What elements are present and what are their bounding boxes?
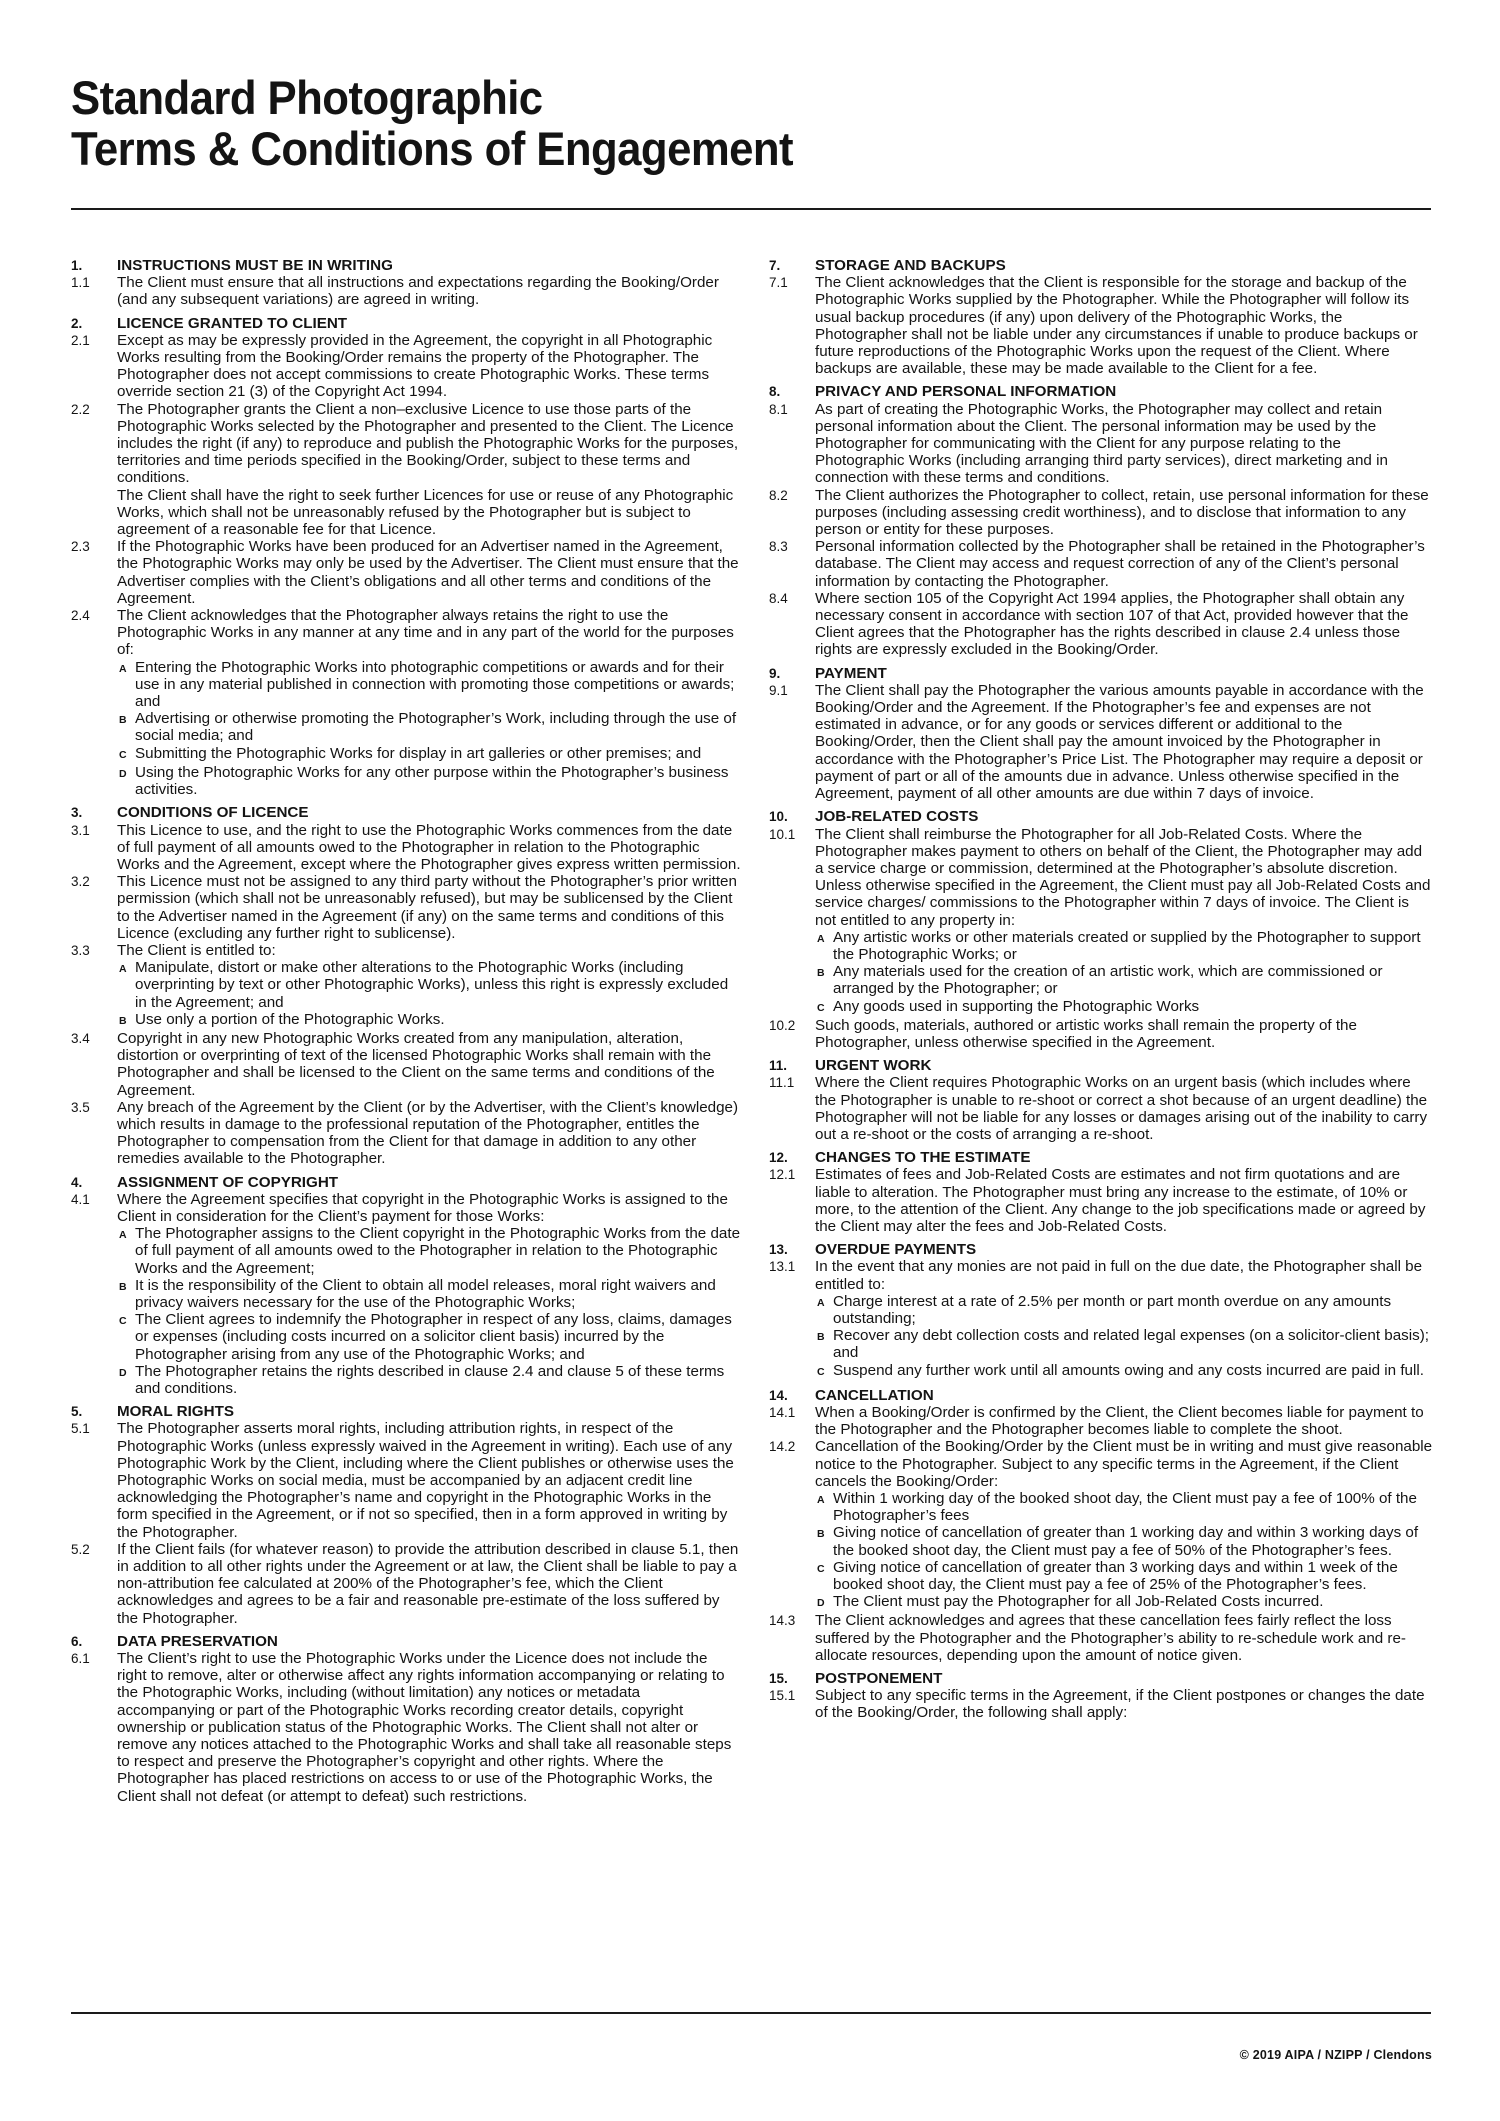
sub-clause	[815, 1293, 1434, 1327]
section-number: 4.	[71, 1174, 83, 1190]
clause-text: The Client acknowledges that the Client is responsible for the storage and backup of the Photographic Works supplied by the Photographer. While the Photographer will follow its usual backup procedures (if any) upon delivery of the Photographic Works, the Photographer shall not be liable under any circumstances if unable to produce backups or future reproductions of the Photographic Works upon the request of the Client. Where backups are available, these may be made available to the Client for a fee.	[815, 274, 1418, 378]
clause-number: 11.1	[769, 1075, 795, 1091]
clause-number: 10.1	[769, 826, 796, 842]
clause-number: 2.1	[71, 332, 90, 348]
sub-clause	[117, 1277, 741, 1311]
clause-number: 3.1	[71, 822, 90, 838]
document-title	[71, 72, 793, 174]
clause-body	[815, 826, 1434, 1017]
clause-paragraph	[71, 1541, 741, 1627]
sub-clause-text: It is the responsibility of the Client to obtain all model releases, moral right waivers and privacy waivers necessary for the use of the Photographic Works;	[135, 1276, 716, 1311]
clause-text: Where the Agreement specifies that copyright in the Photographic Works is assigned to the Client in consideration for the Client’s payment for those Works:	[117, 1190, 728, 1225]
clause-section	[769, 383, 1434, 658]
section-heading	[769, 1387, 1434, 1404]
clause-text: The Photographer grants the Client a non–exclusive Licence to use those parts of the Photographic Works selected by the Photographer and presented to the Client. The Licence includes the right (if any) to reproduce and publish the Photographic Works for the purposes, territories and time periods specified in the Booking/Order, subject to these terms and conditions.	[117, 400, 739, 487]
clause-text: As part of creating the Photographic Works, the Photographer may collect and retain personal information about the Client. The personal information may be used by the Photographer for communicating with the Client for any purpose relating to the Photographic Works (including arranging third party services), direct marketing and in connection with these terms and conditions.	[815, 400, 1388, 487]
clause-number: 9.1	[769, 682, 788, 698]
section-title: PRIVACY AND PERSONAL INFORMATION	[815, 383, 1117, 401]
section-heading	[71, 804, 741, 821]
clause-paragraph	[769, 590, 1434, 659]
clause-paragraph	[71, 607, 741, 798]
clause-paragraph	[71, 1099, 741, 1168]
clause-text: The Client authorizes the Photographer to collect, retain, use personal information for these purposes (including assessing credit worthiness), and to disclose that information to any person or entity for these purposes.	[815, 486, 1429, 539]
sub-clause	[117, 659, 741, 711]
clause-paragraph	[71, 1420, 741, 1540]
section-heading	[769, 1149, 1434, 1166]
clause-body	[117, 822, 741, 874]
clause-number: 14.3	[769, 1613, 796, 1629]
sub-clause-text: Using the Photographic Works for any other purpose within the Photographer’s business activities.	[135, 763, 729, 799]
clause-text: Subject to any specific terms in the Agreement, if the Client postpones or changes the date of the Booking/Order, the following shall apply:	[815, 1687, 1425, 1722]
section-number: 5.	[71, 1404, 83, 1420]
clause-text: The Client acknowledges that the Photographer always retains the right to use the Photographic Works in any manner at any time and in any part of the world for the purposes of:	[117, 607, 734, 659]
clause-number: 6.1	[71, 1651, 90, 1667]
clause-text: When a Booking/Order is confirmed by the Client, the Client becomes liable for payment to the Photographer and the Photographer becomes liable to complete the shoot.	[815, 1404, 1424, 1439]
clause-paragraph	[769, 538, 1434, 590]
clause-section	[71, 1174, 741, 1398]
section-number: 3.	[71, 805, 83, 821]
clause-paragraph	[71, 873, 741, 942]
sub-clause-letter: A	[119, 963, 127, 976]
clause-number: 5.1	[71, 1421, 90, 1437]
clause-text: Estimates of fees and Job-Related Costs are estimates and not firm quotations and are liable to alteration. The Photographer must bring any increase to the estimate, of 10% or more, to the attention of the Client. Any change to the job specifications made or agreed by the Client may alter the fees and Job-Related Costs.	[815, 1166, 1426, 1235]
section-heading	[769, 808, 1434, 825]
clause-body	[117, 873, 741, 942]
sub-clause-letter: A	[119, 662, 127, 675]
clause-paragraph	[71, 332, 741, 401]
sub-clause	[117, 1011, 741, 1030]
clause-paragraph	[769, 487, 1434, 539]
clause-paragraph	[71, 401, 741, 539]
clause-text: Except as may be expressly provided in the Agreement, the copyright in all Photographic Works resulting from the Booking/Order remains the property of the Photographer. The Photographer does not accept commissions to create Photographic Works. These terms override section 21 (3) of the Copyright Act 1994.	[117, 331, 713, 401]
clause-body	[117, 332, 741, 401]
clause-text: This Licence to use, and the right to use the Photographic Works commences from the date of full payment of all amounts owed to the Photographer in relation to the Photographic Works and the Agreement, except where the Photographer gives express written permission.	[117, 821, 741, 873]
section-title: CHANGES TO THE ESTIMATE	[815, 1149, 1031, 1167]
clause-body	[815, 1438, 1434, 1612]
clause-text: Personal information collected by the Photographer shall be retained in the Photographer’s database. The Client may access and request correction of any of the Client’s personal information by contacting the Photographer.	[815, 538, 1425, 590]
document-title-line-2: Terms & Conditions of Engagement	[71, 122, 794, 175]
section-number: 13.	[769, 1242, 788, 1258]
section-title: POSTPONEMENT	[815, 1670, 943, 1688]
section-title: JOB-RELATED COSTS	[815, 808, 979, 826]
sub-clause-text: The Photographer assigns to the Client copyright in the Photographic Works from the date of full payment of all amounts owed to the Photographer in relation to the Photographic Works and the Agreement;	[135, 1225, 741, 1277]
sub-clause	[117, 1363, 741, 1397]
clause-paragraph	[769, 1017, 1434, 1051]
section-heading	[71, 1403, 741, 1420]
clause-number: 2.3	[71, 539, 90, 555]
clause-body	[117, 1650, 741, 1805]
clause-text: If the Client fails (for whatever reason) to provide the attribution described in clause 5.1, then in addition to all other rights under the Agreement or at law, the Client shall be liable to pay a non-attribution fee calculated at 200% of the Photographer’s fee, which the Client acknowledges and agrees to be a fair and reasonable pre-estimate of the loss suffered by the Photographer.	[117, 1540, 739, 1627]
sub-clause-letter: B	[119, 714, 127, 727]
clause-text: Where the Client requires Photographic Works on an urgent basis (which includes where the Photographer is unable to re-shoot or correct a shot because of an urgent deadline) the Photographer will not be liable for any losses or damages arising out of the inability to carry out a re-shoot or the costs of arranging a re-shoot.	[815, 1074, 1428, 1143]
clause-text: The Client must ensure that all instructions and expectations regarding the Booking/Order (and any subsequent variations) are agreed in writing.	[117, 274, 719, 309]
sub-clause-text: Advertising or otherwise promoting the Photographer’s Work, including through the use of social media; and	[135, 710, 737, 745]
sub-clause-text: Suspend any further work until all amounts owing and any costs incurred are paid in full.	[833, 1361, 1424, 1379]
section-title: URGENT WORK	[815, 1057, 932, 1075]
section-title: INSTRUCTIONS MUST BE IN WRITING	[117, 257, 393, 274]
sub-clause-letter: B	[817, 1528, 825, 1541]
sub-clause	[815, 1524, 1434, 1558]
clause-number: 2.2	[71, 401, 90, 417]
section-title: ASSIGNMENT OF COPYRIGHT	[117, 1173, 339, 1191]
sub-clause	[815, 1362, 1434, 1381]
document-title-line-1: Standard Photographic	[71, 71, 543, 124]
sub-clause	[815, 963, 1434, 997]
clause-body	[117, 1030, 741, 1099]
sub-clause	[815, 1559, 1434, 1593]
sub-clause-letter: A	[817, 932, 825, 945]
clause-section	[769, 808, 1434, 1051]
clause-number: 7.1	[769, 275, 788, 291]
clause-body	[815, 538, 1434, 590]
section-number: 1.	[71, 258, 83, 273]
clause-body	[117, 1541, 741, 1627]
sub-clause-text: Submitting the Photographic Works for display in art galleries or other premises; and	[135, 744, 702, 762]
sub-clause	[815, 929, 1434, 963]
clause-text: The Client shall reimburse the Photographer for all Job-Related Costs. Where the Photographer makes payment to others on behalf of the Client, the Photographer may add a service charge or commission, determined at the Photographer’s absolute discretion. Unless otherwise specified in the Agreement, the Client must pay all Job-Related Costs and service charges/ commissions to the Photographer within 7 days of invoice. The Client is not entitled to any property in:	[815, 825, 1431, 929]
clause-paragraph	[769, 1258, 1434, 1380]
sub-clause-letter: B	[817, 967, 825, 980]
clause-body	[815, 401, 1434, 487]
section-title: STORAGE AND BACKUPS	[815, 257, 1006, 274]
clause-number: 15.1	[769, 1688, 796, 1704]
clause-number: 13.1	[769, 1259, 796, 1275]
footer-divider	[71, 2012, 1431, 2014]
clause-section	[71, 1403, 741, 1627]
clause-text: Where section 105 of the Copyright Act 1994 applies, the Photographer shall obtain any necessary consent in accordance with section 107 of that Act, provided however that the Client agrees that the Photographer has the rights described in clause 2.4 unless those rights are expressly excluded in the Booking/Order.	[815, 589, 1409, 659]
clause-paragraph	[769, 1074, 1434, 1143]
sub-clause-letter: D	[119, 1366, 127, 1379]
clause-number: 2.4	[71, 608, 90, 624]
clause-text: The Client shall have the right to seek further Licences for use or reuse of any Photographic Works, which shall not be unreasonably refused by the Photographer but is subject to agreement of a reasonable fee for that Licence.	[117, 486, 734, 539]
section-title: MORAL RIGHTS	[117, 1403, 234, 1421]
clause-text: The Photographer asserts moral rights, including attribution rights, in respect of the Photographic Works (unless expressly waived in the Agreement in writing). Each use of any Photographic Work by the Client, including where the Client publishes or otherwise uses the Photographic Works on social media, must be accompanied by an adjacent credit line acknowledging the Photographer’s name and copyright in the Photographic Works in the form specified in the Agreement, or if not so specified, then in a form approved in writing by the Photographer.	[117, 1420, 734, 1541]
clause-section	[769, 1149, 1434, 1235]
sub-clause-letter: A	[119, 1229, 127, 1242]
clause-paragraph	[769, 1438, 1434, 1612]
clause-number: 8.2	[769, 487, 788, 503]
sub-clause-letter: B	[119, 1280, 127, 1293]
clause-body	[815, 590, 1434, 659]
sub-clause-letter: C	[119, 748, 127, 761]
sub-clause-text: Manipulate, distort or make other alterations to the Photographic Works (including overprinting by text or other Photographic Works), unless this right is expressly excluded in the Agreement; and	[135, 959, 729, 1011]
header-divider	[71, 208, 1431, 210]
section-heading	[769, 257, 1434, 274]
sub-clause-letter: B	[817, 1331, 825, 1344]
sub-clause-text: Any artistic works or other materials created or supplied by the Photographer to support the Photographic Works; or	[833, 928, 1421, 963]
sub-clause-text: Giving notice of cancellation of greater than 1 working day and within 3 working days of the booked shoot day, the Client must pay a fee of 50% of the Photographer’s fees.	[833, 1524, 1419, 1559]
clause-text: The Client acknowledges and agrees that these cancellation fees fairly reflect the loss suffered by the Photographer and the Photographer’s ability to re-schedule work and re-allocate resources, depending upon the amount of notice given.	[815, 1612, 1406, 1664]
clause-paragraph	[71, 1650, 741, 1805]
sub-clause-letter: C	[817, 1365, 825, 1378]
clause-body	[815, 1017, 1434, 1051]
clause-section	[769, 665, 1434, 803]
section-number: 15.	[769, 1671, 788, 1687]
section-heading	[71, 1174, 741, 1191]
clause-paragraph	[71, 1030, 741, 1099]
section-number: 6.	[71, 1633, 83, 1649]
clause-section	[769, 1670, 1434, 1722]
sub-clause-letter: A	[817, 1494, 825, 1507]
sub-clause-letter: D	[119, 767, 127, 780]
clause-paragraph	[769, 1687, 1434, 1721]
clause-text: Such goods, materials, authored or artistic works shall remain the property of the Photographer, unless otherwise specified in the Agreement.	[815, 1016, 1357, 1051]
clause-section	[71, 257, 741, 309]
section-title: OVERDUE PAYMENTS	[815, 1241, 977, 1259]
sub-clause-text: Within 1 working day of the booked shoot day, the Client must pay a fee of 100% of the Photographer’s fees	[833, 1490, 1417, 1525]
section-heading	[769, 1057, 1434, 1074]
clause-body	[815, 487, 1434, 539]
clause-number: 3.4	[71, 1030, 90, 1046]
clause-section	[769, 1387, 1434, 1664]
clause-paragraph	[769, 1166, 1434, 1235]
sub-clause	[117, 745, 741, 764]
sub-clause	[815, 1490, 1434, 1524]
clause-paragraph	[769, 826, 1434, 1017]
clause-paragraph	[71, 274, 741, 308]
sub-clause	[117, 764, 741, 798]
clause-text: Any breach of the Agreement by the Client (or by the Advertiser, with the Client’s knowledge) which results in damage to the professional reputation of the Photographer, entitles the Photographer to compensation from the Client for that damage in addition to any other remedies available to the Photographer.	[117, 1098, 739, 1168]
sub-clause	[117, 959, 741, 1011]
clause-body	[815, 1612, 1434, 1664]
clause-section	[71, 315, 741, 799]
sub-clause-text: Use only a portion of the Photographic Works.	[135, 1010, 445, 1028]
clause-body	[117, 538, 741, 607]
section-number: 7.	[769, 258, 781, 273]
section-number: 2.	[71, 315, 83, 331]
clause-text: If the Photographic Works have been produced for an Advertiser named in the Agreement, the Photographic Works may only be used by the Advertiser. The Client must ensure that the Advertiser complies with the Client’s obligations and all other terms and conditions of the Agreement.	[117, 538, 739, 607]
sub-clause	[117, 1311, 741, 1363]
clause-paragraph	[769, 1612, 1434, 1664]
sub-clause-text: Giving notice of cancellation of greater than 3 working days and within 1 week of the booked shoot day, the Client must pay a fee of 25% of the Photographer’s fees.	[833, 1558, 1398, 1594]
sub-clause-letter: C	[817, 1001, 825, 1014]
clause-section	[71, 1633, 741, 1805]
clause-paragraph	[769, 1404, 1434, 1438]
section-title: PAYMENT	[815, 664, 887, 682]
section-title: DATA PRESERVATION	[117, 1632, 278, 1650]
sub-clause-text: Entering the Photographic Works into photographic competitions or awards and for their use in any material published in connection with promoting those competitions or awards; and	[135, 658, 735, 711]
sub-clause-letter: C	[119, 1315, 127, 1328]
clause-body	[117, 401, 741, 539]
sub-clause-letter: B	[119, 1014, 127, 1027]
clause-section	[769, 1057, 1434, 1143]
section-title: CONDITIONS OF LICENCE	[117, 804, 309, 822]
clause-number: 8.4	[769, 590, 788, 606]
section-number: 8.	[769, 384, 781, 400]
clause-text: The Client is entitled to:	[117, 941, 276, 959]
clause-number: 14.1	[769, 1405, 796, 1420]
clause-number: 3.5	[71, 1099, 90, 1115]
clause-body	[117, 1420, 741, 1540]
clause-body	[815, 1166, 1434, 1235]
clause-paragraph	[71, 942, 741, 1030]
terms-column-right	[769, 257, 1434, 1728]
clause-paragraph	[71, 538, 741, 607]
clause-body	[117, 1099, 741, 1168]
sub-clause	[117, 710, 741, 744]
clause-number: 5.2	[71, 1541, 90, 1557]
copyright-footer: © 2019 AIPA / NZIPP / Clendons	[1239, 2048, 1432, 2062]
clause-section	[769, 257, 1434, 377]
sub-clause-text: The Client agrees to indemnify the Photographer in respect of any loss, claims, damages or expenses (including costs incurred on a solicitor client basis) incurred by the Photographer arising from any use of the Photographic Works; and	[135, 1311, 732, 1363]
clause-number: 3.2	[71, 874, 90, 890]
clause-body	[117, 607, 741, 798]
clause-text: In the event that any monies are not paid in full on the due date, the Photographer shall be entitled to:	[815, 1258, 1423, 1293]
sub-clause-text: Charge interest at a rate of 2.5% per month or part month overdue on any amounts outstanding;	[833, 1292, 1392, 1327]
sub-clause-letter: C	[817, 1562, 825, 1575]
section-heading	[769, 1670, 1434, 1687]
clause-number: 12.1	[769, 1167, 796, 1183]
sub-clause	[117, 1225, 741, 1277]
section-heading	[769, 1241, 1434, 1258]
section-number: 9.	[769, 665, 781, 681]
section-number: 12.	[769, 1150, 788, 1166]
clause-number: 4.1	[71, 1191, 90, 1207]
clause-paragraph	[769, 401, 1434, 487]
clause-body	[117, 942, 741, 1030]
sub-clause-text: The Client must pay the Photographer for all Job-Related Costs incurred.	[833, 1593, 1324, 1611]
section-title: LICENCE GRANTED TO CLIENT	[117, 314, 348, 332]
clause-text: The Client’s right to use the Photographic Works under the Licence does not include the right to remove, alter or otherwise affect any rights information accompanying or relating to the Photographic Works, including (without limitation) any notices or metadata accompanying or part of the Photographic Works recording creator details, copyright ownership or publication status of the Photographic Works. The Client shall not alter or remove any notices attached to the Photographic Works and shall take all reasonable steps to respect and preserve the Photographer’s copyright and other rights. Where the Photographer has placed restrictions on access to or use of the Photographic Works, the Client shall not defeat (or attempt to defeat) such restrictions.	[117, 1650, 732, 1805]
section-title: CANCELLATION	[815, 1386, 934, 1404]
sub-clause	[815, 1327, 1434, 1361]
clause-section	[71, 804, 741, 1167]
section-number: 10.	[769, 809, 788, 825]
sub-clause	[815, 998, 1434, 1017]
sub-clause-letter: D	[817, 1597, 825, 1610]
clause-number: 14.2	[769, 1439, 796, 1455]
sub-clause	[815, 1593, 1434, 1612]
section-heading	[769, 383, 1434, 400]
section-heading	[71, 315, 741, 332]
sub-clause-text: Any goods used in supporting the Photographic Works	[833, 997, 1200, 1015]
clause-body	[815, 1687, 1434, 1721]
clause-text: Copyright in any new Photographic Works created from any manipulation, alteration, distortion or overprinting of text of the licensed Photographic Works shall remain with the Photographer and shall be licensed to the Client on the same terms and conditions of the Agreement.	[117, 1029, 715, 1099]
terms-column-left	[71, 257, 741, 1811]
clause-body	[815, 1074, 1434, 1143]
clause-number: 1.1	[71, 275, 90, 291]
sub-clause-text: Recover any debt collection costs and related legal expenses (on a solicitor-client basis); and	[833, 1327, 1429, 1362]
section-heading	[71, 1633, 741, 1650]
clause-body	[117, 274, 741, 308]
sub-clause-letter: A	[817, 1296, 825, 1309]
clause-paragraph	[769, 274, 1434, 377]
sub-clause-text: Any materials used for the creation of an artistic work, which are commissioned or arranged by the Photographer; or	[833, 963, 1383, 998]
clause-body	[117, 1191, 741, 1397]
section-number: 11.	[769, 1058, 788, 1074]
clause-number: 3.3	[71, 942, 90, 958]
clause-number: 8.1	[769, 401, 788, 417]
clause-paragraph	[71, 822, 741, 874]
clause-body	[815, 1258, 1434, 1380]
section-heading	[769, 665, 1434, 682]
clause-body	[815, 682, 1434, 802]
sub-clause-text: The Photographer retains the rights described in clause 2.4 and clause 5 of these terms and conditions.	[135, 1362, 725, 1397]
clause-number: 8.3	[769, 539, 788, 555]
clause-body	[815, 1404, 1434, 1438]
clause-body	[815, 274, 1434, 377]
clause-text: The Client shall pay the Photographer the various amounts payable in accordance with the Booking/Order and the Agreement. If the Photographer’s fee and expenses are not estimated in advance, or for any goods or services different or additional to the Booking/Order, then the Client shall pay the amount invoiced by the Photographer in accordance with the Photographer’s Price List. The Photographer may require a deposit or payment of part or all of the amounts due in advance. Unless otherwise specified in the Agreement, payment of all other amounts are due within 7 days of invoice.	[815, 681, 1424, 803]
clause-text: Cancellation of the Booking/Order by the Client must be in writing and must give reasonable notice to the Photographer. Subject to any specific terms in the Agreement, if the Client cancels the Booking/Order:	[815, 1438, 1433, 1490]
clause-section	[769, 1241, 1434, 1381]
clause-paragraph	[71, 1191, 741, 1397]
clause-paragraph	[769, 682, 1434, 802]
clause-text: This Licence must not be assigned to any third party without the Photographer’s prior written permission (which shall not be unreasonably refused), but may be sublicensed by the Client to the Advertiser named in the Agreement (if any) on the same terms and conditions of this Licence (excluding any further right to sublicense).	[117, 873, 737, 942]
section-heading	[71, 257, 741, 274]
clause-number: 10.2	[769, 1017, 796, 1033]
section-number: 14.	[769, 1387, 788, 1403]
